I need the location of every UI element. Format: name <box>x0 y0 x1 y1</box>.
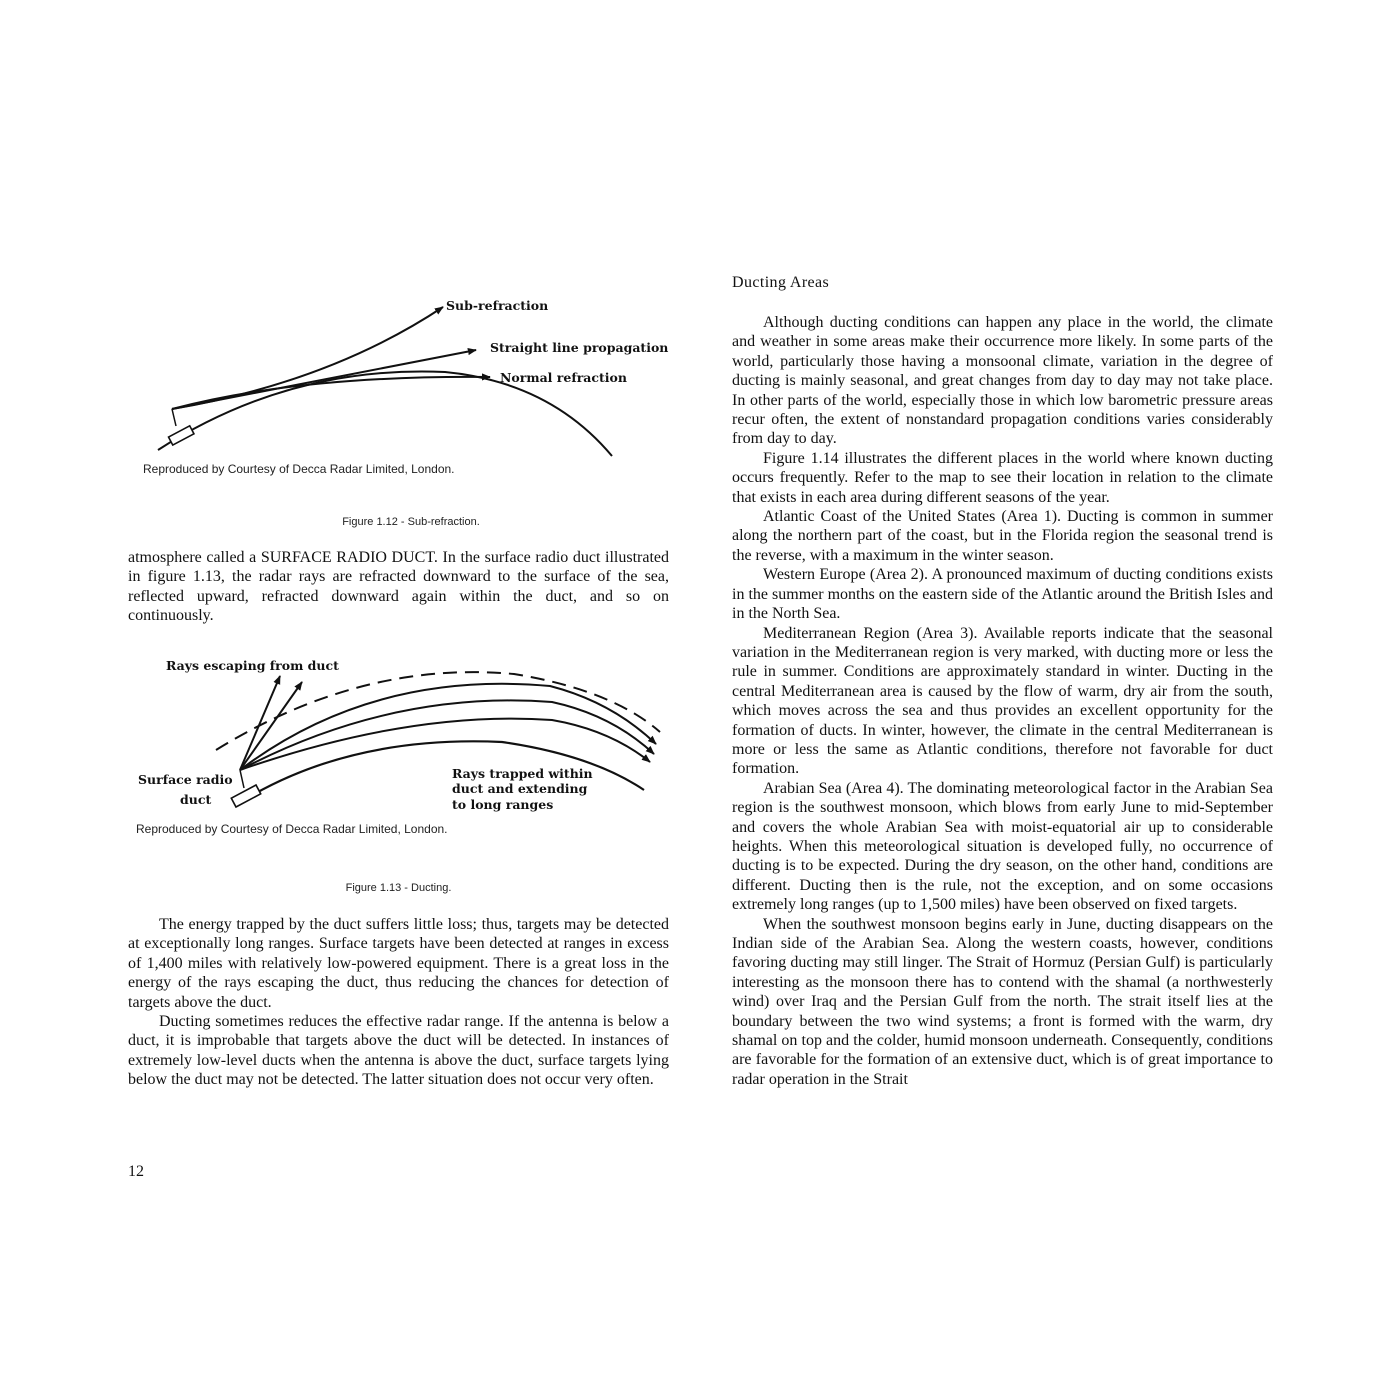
right-column <box>732 313 1273 1089</box>
paragraph-surface-duct: atmosphere called a SURFACE RADIO DUCT. In the surface radio duct illustrated in figure 1.13, the radar rays are refracted downward to the surface of the sea, reflected upward, refracted downward again within the duct, and so on continuously. <box>128 549 669 625</box>
label-duct: duct <box>180 792 212 807</box>
label-sub-refraction: Sub-refraction <box>446 298 549 313</box>
paragraph-area-2: Western Europe (Area 2). A pronounced maximum of ducting conditions exists in the summer months on the eastern side of the Atlantic around the British Isles and in the North Sea. <box>732 566 1273 623</box>
trapped-ray-1 <box>240 684 656 770</box>
paragraph-area-4: Arabian Sea (Area 4). The dominating meteorological factor in the Arabian Sea region is the southwest monsoon, which blows from early June to mid-September and covers the whole Arabian Sea with moist-equatorial air up to considerable heights. When this meteorological situation is developed fully, no occurrence of ducting is to be expected. During the dry season, on the other hand, conditions are different. Ducting then is the rule, not the exception, and on some occasions extremely long ranges (up to 1,500 miles) have been observed on fixed targets. <box>732 779 1273 914</box>
trapped-ray-2 <box>240 700 654 770</box>
paragraph-area-1: Atlantic Coast of the United States (Area 1). Ducting is common in summer along the northern part of the coast, but in the Florida region the seasonal trend is the reverse, with a maximum in the winter season. <box>732 508 1273 564</box>
sub-refraction-ray <box>172 307 443 409</box>
paragraph-reduced-range: Ducting sometimes reduces the effective radar range. If the antenna is below a duct, it is improbable that targets above the duct will be detected. In instances of extremely low-level ducts when the antenna is above the duct, surface targets lying below the duct may not be detected. The latter situation does not occur very often. <box>128 1013 669 1089</box>
figure-1-12-caption: Figure 1.12 - Sub-refraction. <box>342 516 480 528</box>
ship-antenna <box>231 785 260 807</box>
label-rays-trapped-2: duct and extending <box>452 781 588 796</box>
page-number: 12 <box>128 1163 144 1180</box>
paragraph-area-3: Mediterranean Region (Area 3). Available reports indicate that the seasonal variation in the Mediterranean region is very marked, with ducting more or less the rule in summer. Conditions are approximately standard in winter. Ducting in the central Mediterranean area is caused by the flow of warm, dry air from the south, which moves across the sea and thus provides an excellent opportunity for the formation of ducts. In winter, however, the climate in the central Mediterranean is more or less the same as Atlantic conditions, therefore not favorable for duct formation. <box>732 624 1273 778</box>
label-rays-escaping: Rays escaping from duct <box>166 658 339 673</box>
label-surface-radio: Surface radio <box>138 772 233 787</box>
figure-1-12-diagram <box>150 290 670 470</box>
ducting-svg <box>132 650 672 825</box>
label-rays-trapped-3: to long ranges <box>452 797 554 812</box>
figure-1-13-diagram <box>132 650 672 825</box>
figure-1-13-caption: Figure 1.13 - Ducting. <box>345 882 452 894</box>
paragraph-figure-reference: Figure 1.14 illustrates the different places in the world where known ducting occurs frequently. Refer to the map to see their location in relation to the climate that exists in each area during different seasons of the year. <box>732 449 1273 506</box>
left-column-bottom <box>128 915 669 1090</box>
paragraph-energy-trapped: The energy trapped by the duct suffers little loss; thus, targets may be detected at exceptionally long ranges. Surface targets have been detected at ranges in excess of 1,400 miles with relatively low-powered equipment. There is a great loss in the energy of the rays escaping the duct, thus reducing the chances for detection of targets above the duct. <box>128 916 669 1011</box>
figure-1-12-credit: Reproduced by Courtesy of Decca Radar Limited, London. <box>143 462 455 476</box>
paragraph-monsoon: When the southwest monsoon begins early in June, ducting disappears on the Indian side of the Arabian Sea. Along the western coasts, however, conditions favoring ducting may still linger. The Strait of Hormuz (Persian Gulf) is particularly interesting as the monsoon there has to contend with the shamal (a northwesterly wind) over Iraq and the Persian Gulf from the north. The strait itself lies at the boundary between the two wind systems; a front is formed with the warm, dry shamal on top and the colder, humid monsoon underneath. Consequently, conditions are favorable for the formation of an extensive duct, which is of great importance to radar operation in the Strait <box>732 915 1273 1088</box>
straight-line-ray <box>172 350 476 409</box>
label-straight-line: Straight line propagation <box>490 340 669 355</box>
antenna-mast <box>172 409 176 426</box>
normal-refraction-ray <box>172 377 490 409</box>
left-column-top <box>128 548 669 626</box>
label-rays-trapped-1: Rays trapped within <box>452 766 593 781</box>
figure-1-13-credit: Reproduced by Courtesy of Decca Radar Limited, London. <box>136 822 448 836</box>
antenna-mast <box>240 770 244 788</box>
ship-antenna <box>169 426 194 445</box>
paragraph-ducting-intro: Although ducting conditions can happen any place in the world, the climate and weather in some areas make their occurrence more likely. In some parts of the world, particularly those having a monsoonal climate, variation in the degree of ducting is mainly seasonal, and great changes from day to day may not take place. In other parts of the world, especially those in which low barometric pressure areas recur often, the extent of nonstandard propagation conditions varies considerably from day to day. <box>732 314 1273 448</box>
label-normal-refraction: Normal refraction <box>500 370 627 385</box>
section-heading: Ducting Areas <box>732 274 830 291</box>
sub-refraction-svg <box>150 290 670 470</box>
